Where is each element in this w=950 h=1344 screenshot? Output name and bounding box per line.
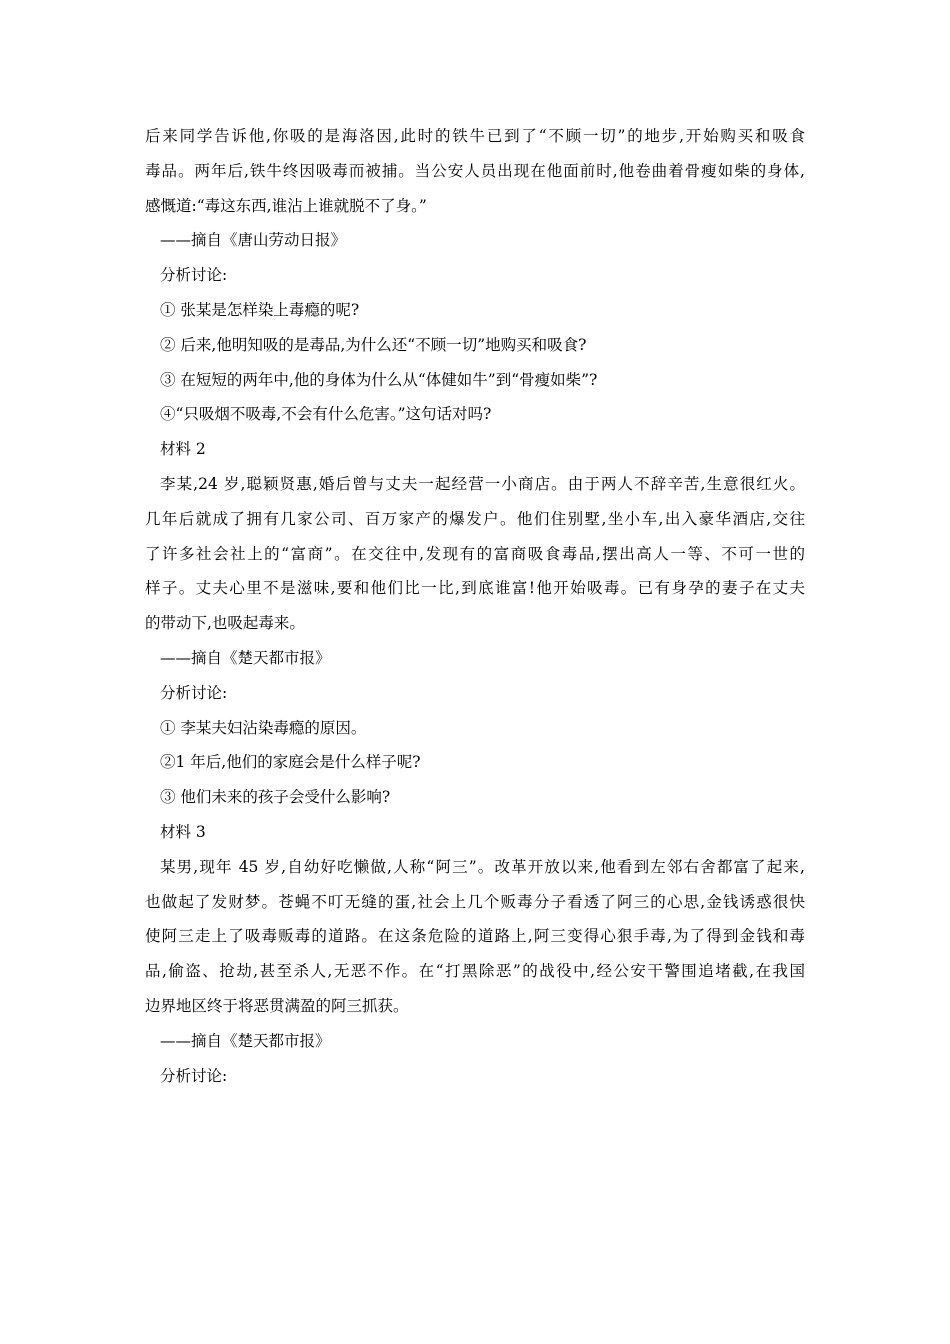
text-line: ——摘自《楚天都市报》 <box>160 1031 331 1050</box>
text-line: 的带动下,也吸起毒来。 <box>145 614 305 633</box>
text-line: ③ 他们未来的孩子会受什么影响? <box>160 788 391 807</box>
text-line: 了许多社会社上的“富商”。在交往中,发现有的富商吸食毒品,摆出高人一等、不可一世的 <box>145 544 805 563</box>
text-line: ——摘自《楚天都市报》 <box>160 648 331 667</box>
text-line: 也做起了发财梦。苍蝇不叮无缝的蛋,社会上几个贩毒分子看透了阿三的心思,金钱诱惑很快 <box>145 892 805 911</box>
text-line: 某男,现年 45 岁,自幼好吃懒做,人称“阿三”。改革开放以来,他看到左邻右舍都富了起来, <box>160 857 805 876</box>
text-line: ②1 年后,他们的家庭会是什么样子呢? <box>160 753 421 772</box>
text-line: ① 张某是怎样染上毒瘾的呢? <box>160 300 360 319</box>
text-line: 使阿三走上了吸毒贩毒的道路。在这条危险的道路上,阿三变得心狠手毒,为了得到金钱和毒 <box>145 927 805 946</box>
text-line: 分析讨论: <box>160 266 228 285</box>
text-line: ——摘自《唐山劳动日报》 <box>160 231 347 250</box>
document-body <box>145 119 805 1093</box>
text-line: 分析讨论: <box>160 1066 228 1085</box>
text-line: 材料 3 <box>160 822 206 841</box>
text-line: 样子。丈夫心里不是滋味,要和他们比一比,到底谁富!他开始吸毒。已有身孕的妻子在丈夫 <box>145 579 805 598</box>
text-line: ④“只吸烟不吸毒,不会有什么危害。”这句话对吗? <box>160 405 492 424</box>
text-line: 材料 2 <box>160 440 206 459</box>
text-line: 后来同学告诉他,你吸的是海洛因,此时的铁牛已到了“不顾一切”的地步,开始购买和吸食 <box>145 127 805 145</box>
text-line: 分析讨论: <box>160 683 228 702</box>
text-line: ① 李某夫妇沾染毒瘾的原因。 <box>160 718 367 737</box>
text-line: 几年后就成了拥有几家公司、百万家产的爆发户。他们住别墅,坐小车,出入豪华酒店,交往 <box>145 509 805 528</box>
text-line: 李某,24 岁,聪颖贤惠,婚后曾与丈夫一起经营一小商店。由于两人不辞辛苦,生意很红火。 <box>160 474 805 493</box>
text-line: 边界地区终于将恶贯满盈的阿三抓获。 <box>145 996 409 1015</box>
text-line: ③ 在短短的两年中,他的身体为什么从“体健如牛”到“骨瘦如柴”? <box>160 370 598 389</box>
text-line: 毒品。两年后,铁牛终因吸毒而被捕。当公安人员出现在他面前时,他卷曲着骨瘦如柴的身体, <box>145 161 805 180</box>
text-line: ② 后来,他明知吸的是毒品,为什么还“不顾一切”地购买和吸食? <box>160 335 587 354</box>
text-line: 品,偷盗、抢劫,甚至杀人,无恶不作。在“打黑除恶”的战役中,经公安干警围追堵截,在我国 <box>145 962 805 981</box>
text-line: 感慨道:“毒这东西,谁沾上谁就脱不了身。” <box>145 196 427 215</box>
